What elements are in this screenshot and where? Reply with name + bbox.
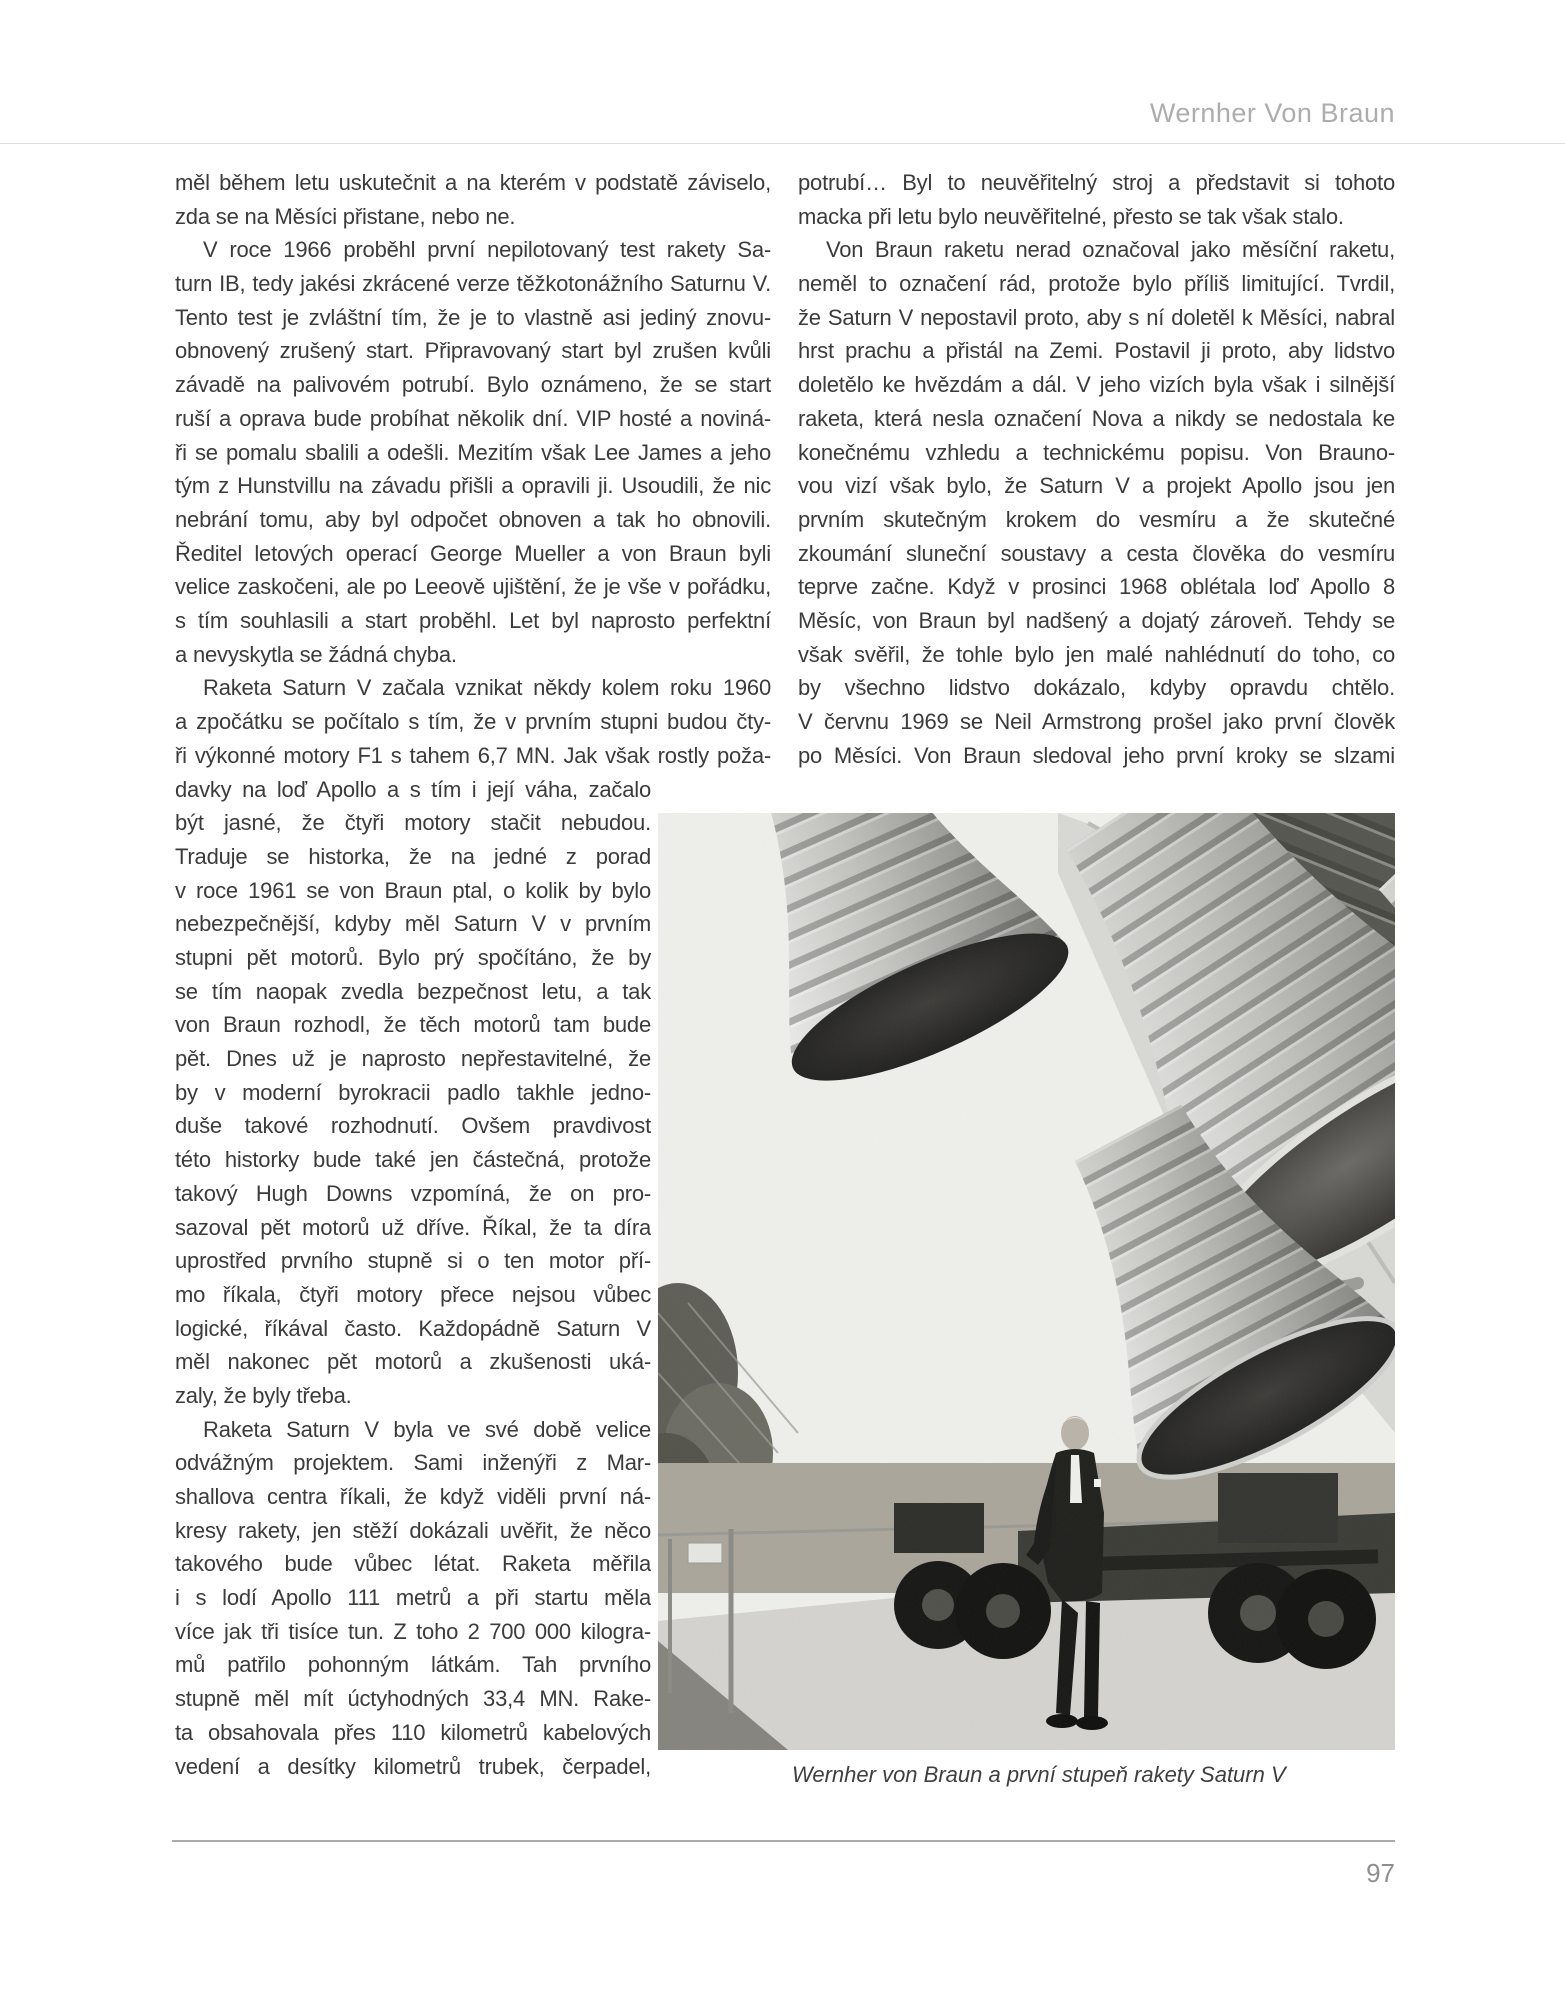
text-line: ři výkonné motory F1 s tahem 6,7 MN. Jak však rostly poža- [175,742,771,768]
text-line: však svěřil, že tohle bylo jen malé nahlédnutí do toho, co [798,641,1395,667]
text-line: stupni pět motorů. Bylo prý spočítáno, že by [175,945,651,971]
text-line: Traduje se historka, že na jedné z porad [175,843,651,869]
text-line: mo říkala, čtyři motory přece nejsou vůbec [175,1281,651,1307]
text-line: zda se na Měsíci přistane, nebo ne. [175,203,516,229]
text-line: von Braun rozhodl, že těch motorů tam bude [175,1012,651,1038]
text-line: Ředitel letových operací George Mueller a von Braun byli [175,540,771,566]
text-line: vedení a desítky kilometrů trubek, čerpadel, [175,1753,651,1779]
text-line: tým z Hunstvillu na závadu přišli a opravili ji. Usoudili, že nic [175,473,771,499]
footer-rule [172,1840,1395,1842]
text-line: shallova centra říkali, že když viděli první ná- [175,1484,651,1510]
text-line: nebrání tomu, aby byl odpočet obnoven a tak ho obnovili. [175,506,771,532]
text-line: potrubí… Byl to neuvěřitelný stroj a představit si tohoto [798,170,1395,195]
text-line: obnovený zrušený start. Připravovaný start byl zrušen kvůli [175,338,771,364]
text-line: turn IB, tedy jakési zkrácené verze těžkotonážního Saturnu V. [175,271,771,297]
text-line: takový Hugh Downs vzpomíná, že on pro- [175,1180,651,1206]
text-line: nebezpečnější, kdyby měl Saturn V v prvním [175,911,651,937]
text-line: kresy rakety, jen stěží dokázali uvěřit, že něco [175,1517,651,1543]
text-line: duše takové rozhodnutí. Ovšem pravdivost [175,1113,651,1139]
text-line: mů patřilo pohonným látkám. Tah prvního [175,1652,651,1678]
text-line: ta obsahovala přes 110 kilometrů kabelových [175,1719,651,1745]
text-line: se tím naopak zvedla bezpečnost letu, a tak [175,978,651,1004]
text-line: Von Braun raketu nerad označoval jako měsíční raketu, [826,237,1395,263]
text-line: prvním skutečným krokem do vesmíru a že skutečné [798,506,1395,532]
text-line: měl nakonec pět motorů a zkušenosti uká- [175,1349,651,1375]
text-line: měl během letu uskutečnit a na kterém v podstatě záviselo, [175,170,771,195]
text-line: neměl to označení rád, protože bylo příliš limitující. Tvrdil, [798,271,1395,297]
text-line: hrst prachu a přistál na Zemi. Postavil ji proto, aby lidstvo [798,338,1395,364]
text-line: stupně měl mít úctyhodných 33,4 MN. Rake- [175,1686,651,1712]
text-line: Měsíc, von Braun byl nadšený a dojatý zároveň. Tehdy se [798,607,1395,633]
header-rule [0,143,1565,144]
text-line: více jak tři tisíce tun. Z toho 2 700 000 kilogra- [175,1618,651,1644]
right-column [798,166,1395,772]
text-line: a zpočátku se počítalo s tím, že v prvním stupni budou čty- [175,709,771,734]
text-line: být jasné, že čtyři motory stačit nebudou. [175,810,651,836]
text-line: davky na loď Apollo a s tím i její váha, začalo [175,776,651,802]
text-line: logické, říkával často. Každopádně Saturn V [175,1315,651,1341]
left-column-lower [175,773,651,1784]
running-header: Wernher Von Braun [1149,98,1395,128]
text-line: velice zaskočeni, ale po Leeově ujištění, že je vše v pořádku, [175,574,771,600]
text-line: a nevyskytla se žádná chyba. [175,641,457,667]
text-line: zkoumání sluneční soustavy a cesta člověka do vesmíru [798,540,1395,566]
text-line: Tento test je zvláštní tím, že je to vlastně asi jediný znovu- [175,304,771,330]
photo-von-braun-saturn-v [658,813,1395,1750]
text-line: by v moderní byrokracii padlo takhle jedno- [175,1079,651,1105]
text-line: takového bude vůbec létat. Raketa měřila [175,1551,651,1577]
text-line: Raketa Saturn V začala vznikat někdy kolem roku 1960 [203,675,771,701]
text-line: V červnu 1969 se Neil Armstrong prošel jako první člověk [798,709,1395,734]
text-line: v roce 1961 se von Braun ptal, o kolik by bylo [175,877,651,903]
text-line: odvážným projektem. Sami inženýři z Mar- [175,1450,651,1476]
text-line: s tím souhlasili a start proběhl. Let byl naprosto perfektní [175,607,771,633]
text-line: ři se pomalu sbalili a odešli. Mezitím však Lee James a jeho [175,439,771,465]
figure-caption: Wernher von Braun a první stupeň rakety Saturn V [792,1762,1286,1787]
text-line: této historky bude také jen částečná, protože [175,1147,651,1173]
text-line: ruší a oprava bude probíhat několik dní. VIP hosté a noviná- [175,405,771,431]
text-line: i s lodí Apollo 111 metrů a při startu měla [175,1585,651,1611]
text-line: V roce 1966 proběhl první nepilotovaný test rakety Sa- [203,237,771,263]
left-column-upper [175,166,771,772]
text-line: zaly, že byly třeba. [175,1382,352,1408]
text-line: po Měsíci. Von Braun sledoval jeho první kroky se slzami [798,742,1395,768]
figure-von-braun [658,813,1395,1750]
text-line: uprostřed prvního stupně si o ten motor pří- [175,1248,651,1274]
text-line: Raketa Saturn V byla ve své době velice [203,1416,651,1442]
text-line: závadě na palivovém potrubí. Bylo oznámeno, že se start [175,372,771,398]
text-line: raketa, která nesla označení Nova a nikdy se nedostala ke [798,405,1395,431]
text-line: konečnému vzhledu a technickému popisu. Von Brauno- [798,439,1395,465]
page-number: 97 [1366,1858,1395,1888]
text-line: teprve začne. Když v prosinci 1968 oblétala loď Apollo 8 [798,574,1395,600]
text-line: doletělo ke hvězdám a dál. V jeho vizích byla však i silnější [798,372,1395,398]
text-line: pět. Dnes už je naprosto nepřestavitelné, že [175,1046,651,1072]
text-line: vou vizí však bylo, že Saturn V a projekt Apollo jsou jen [798,473,1395,499]
text-line: sazoval pět motorů už dříve. Říkal, že ta díra [175,1214,651,1240]
text-line: macka při letu bylo neuvěřitelné, přesto se tak však stalo. [798,203,1344,229]
text-line: by všechno lidstvo dokázalo, kdyby opravdu chtělo. [798,675,1395,701]
text-line: že Saturn V nepostavil proto, aby s ní doletěl k Měsíci, nabral [798,304,1395,330]
